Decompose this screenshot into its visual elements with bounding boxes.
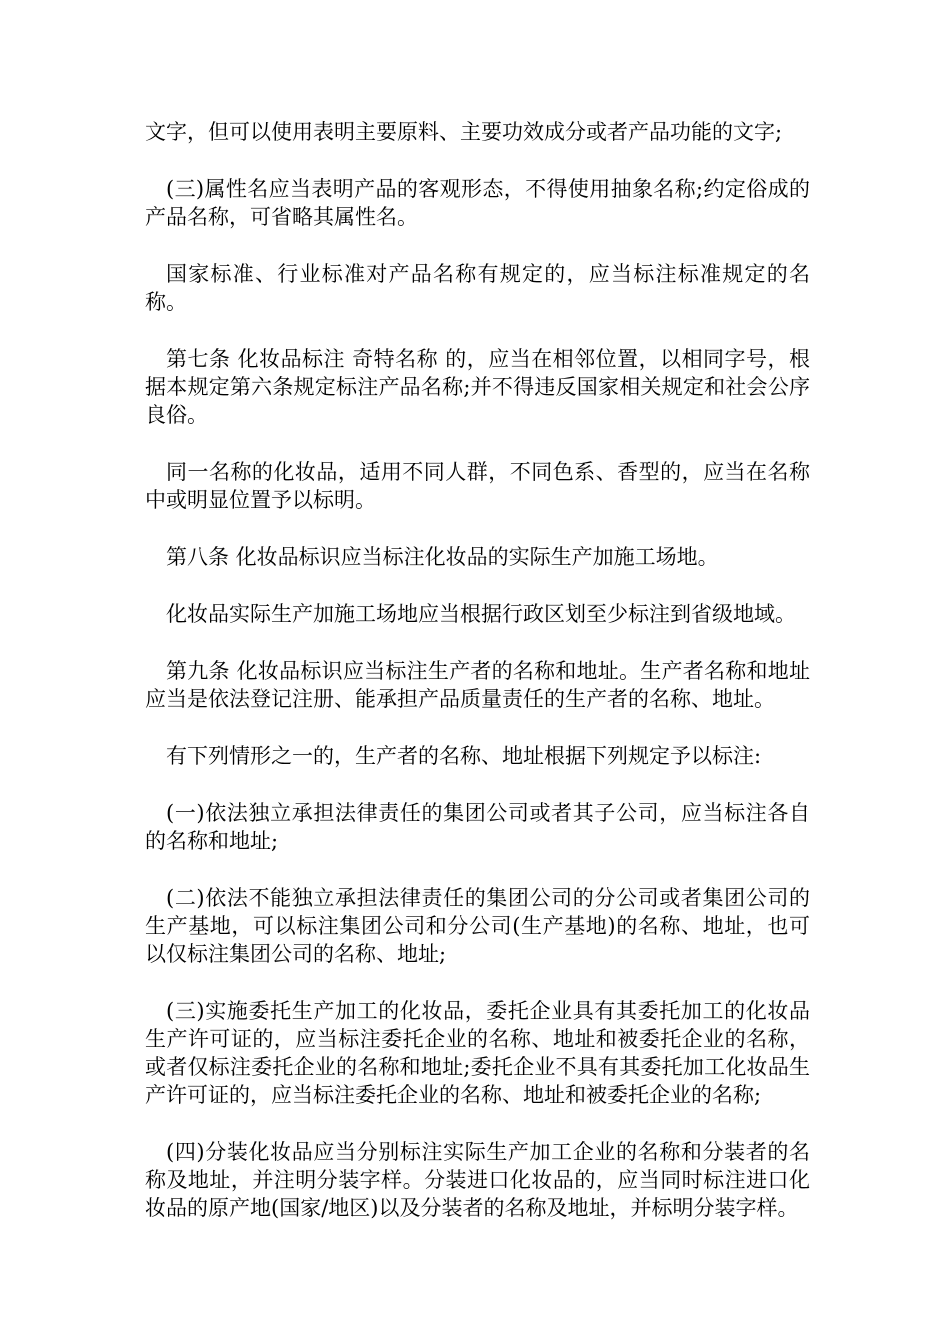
paragraph-article-8: 第八条 化妆品标识应当标注化妆品的实际生产加施工场地。	[166, 545, 719, 569]
paragraph-case-4: (四)分装化妆品应当分别标注实际生产加工企业的名称和分装者的名称及地址，并注明分装字样。分装进口化妆品的，应当同时标注进口化妆品的原产地(国家/地区)以及分装者的名称及地址，并标明分装字样。	[145, 1140, 810, 1220]
paragraph-case-3: (三)实施委托生产加工的化妆品，委托企业具有其委托加工的化妆品生产许可证的，应当标注委托企业的名称、地址和被委托企业的名称，或者仅标注委托企业的名称和地址;委托企业不具有其委托加工化妆品生产许可证的，应当标注委托企业的名称、地址和被委托企业的名称;	[145, 999, 810, 1107]
paragraph-article-9: 第九条 化妆品标识应当标注生产者的名称和地址。生产者名称和地址应当是依法登记注册、能承担产品质量责任的生产者的名称、地址。	[145, 659, 810, 711]
paragraph-item-3: (三)属性名应当表明产品的客观形态，不得使用抽象名称;约定俗成的产品名称，可省略其属性名。	[145, 177, 810, 229]
paragraph-continuation: 文字，但可以使用表明主要原料、主要功效成分或者产品功能的文字;	[145, 120, 783, 144]
paragraph-production-site: 化妆品实际生产加施工场地应当根据行政区划至少标注到省级地域。	[166, 602, 796, 626]
paragraph-following-cases: 有下列情形之一的，生产者的名称、地址根据下列规定予以标注:	[166, 744, 762, 768]
document-body	[145, 118, 810, 1251]
paragraph-article-7: 第七条 化妆品标注 奇特名称 的，应当在相邻位置，以相同字号，根据本规定第六条规定标注产品名称;并不得违反国家相关规定和社会公序良俗。	[145, 347, 810, 427]
paragraph-case-1: (一)依法独立承担法律责任的集团公司或者其子公司，应当标注各自的名称和地址;	[145, 801, 810, 853]
paragraph-same-name: 同一名称的化妆品，适用不同人群，不同色系、香型的，应当在名称中或明显位置予以标明。	[145, 460, 810, 512]
paragraph-case-2: (二)依法不能独立承担法律责任的集团公司的分公司或者集团公司的生产基地，可以标注集团公司和分公司(生产基地)的名称、地址，也可以仅标注集团公司的名称、地址;	[145, 886, 810, 966]
paragraph-standard-names: 国家标准、行业标准对产品名称有规定的，应当标注标准规定的名称。	[145, 262, 810, 314]
